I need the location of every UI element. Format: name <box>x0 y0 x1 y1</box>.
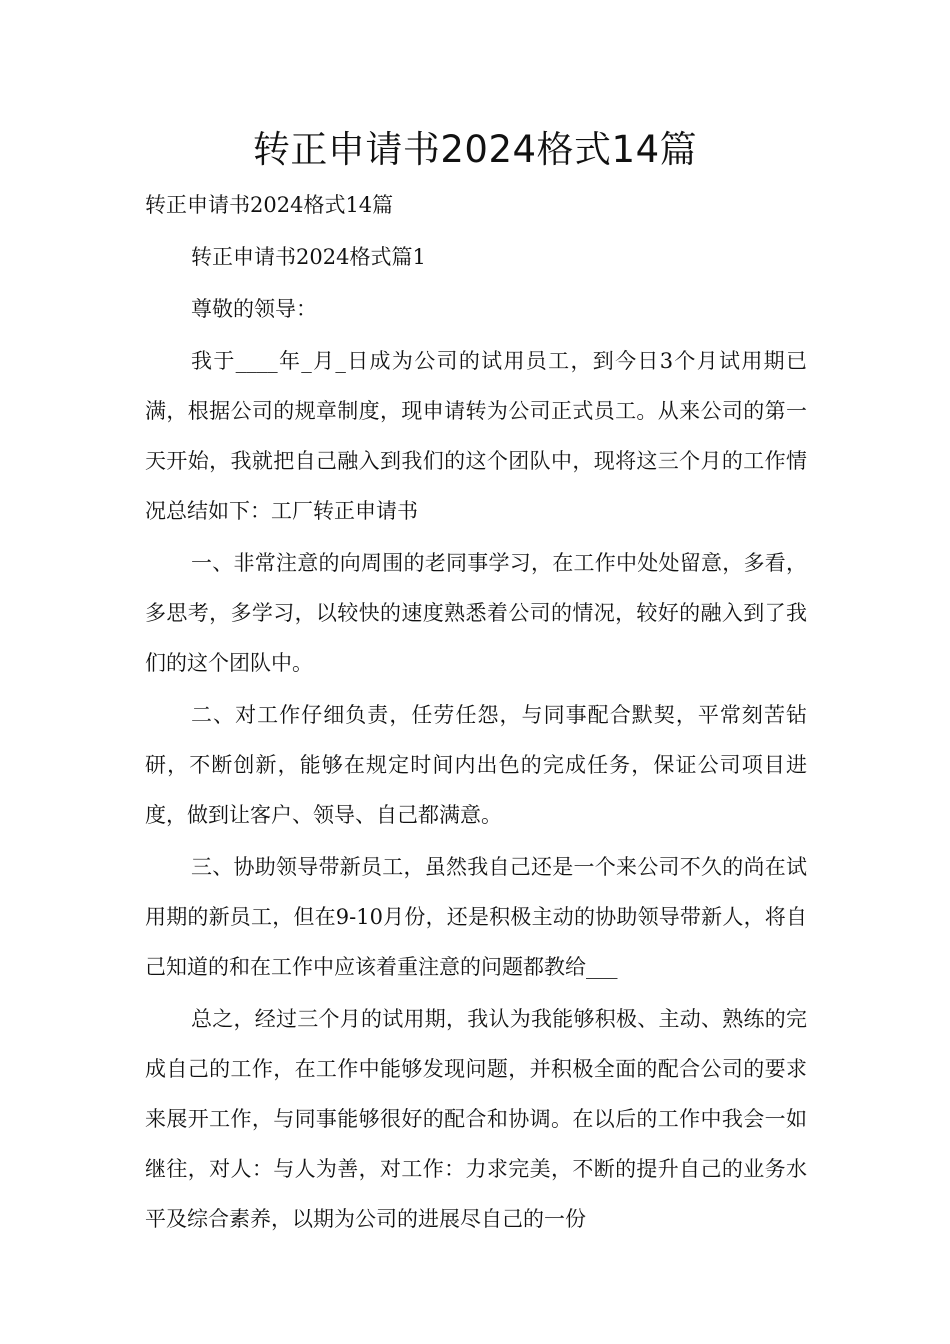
document-body <box>145 180 807 1246</box>
salutation: 尊敬的领导： <box>191 297 317 321</box>
section-heading: 转正申请书2024格式篇1 <box>191 245 426 269</box>
paragraph-intro: 我于____年_月_日成为公司的试用员工，到今日3个月试用期已满，根据公司的规章制度，现申请转为公司正式员工。从来公司的第一天开始，我就把自己融入到我们的这个团队中，现将这三个月的工作情况总结如下：工厂转正申请书 <box>145 349 807 523</box>
document-title: 转正申请书2024格式14篇 <box>252 128 698 171</box>
document-subtitle: 转正申请书2024格式14篇 <box>145 193 394 217</box>
paragraph-point-2: 二、对工作仔细负责，任劳任怨，与同事配合默契，平常刻苦钻研，不断创新，能够在规定时间内出色的完成任务，保证公司项目进度，做到让客户、领导、自己都满意。 <box>145 703 807 827</box>
paragraph-conclusion: 总之，经过三个月的试用期，我认为我能够积极、主动、熟练的完成自己的工作，在工作中能够发现问题，并积极全面的配合公司的要求来展开工作，与同事能够很好的配合和协调。在以后的工作中我会一如继往，对人：与人为善，对工作：力求完美，不断的提升自己的业务水平及综合素养，以期为公司的进展尽自己的一份 <box>145 1007 807 1231</box>
paragraph-point-1: 一、非常注意的向周围的老同事学习，在工作中处处留意，多看，多思考，多学习，以较快的速度熟悉着公司的情况，较好的融入到了我们的这个团队中。 <box>145 551 807 675</box>
paragraph-point-3: 三、协助领导带新员工，虽然我自己还是一个来公司不久的尚在试用期的新员工，但在9-10月份，还是积极主动的协助领导带新人，将自己知道的和在工作中应该着重注意的问题都教给___ <box>145 855 807 979</box>
